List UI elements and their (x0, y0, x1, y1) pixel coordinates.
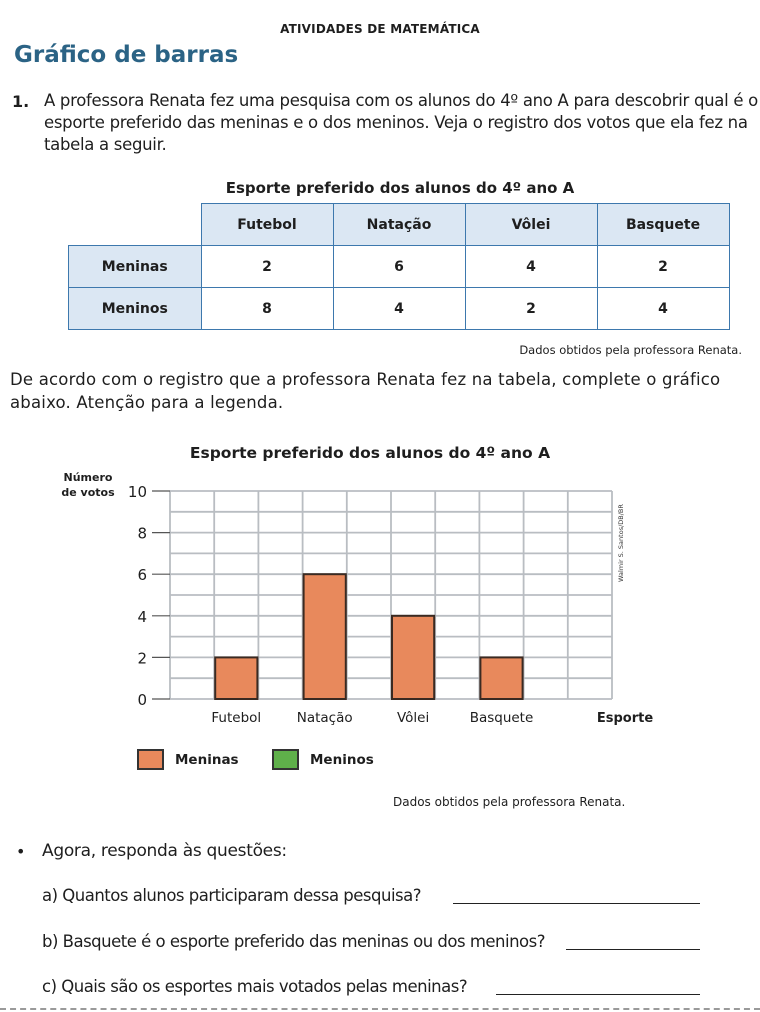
column-header: Futebol (201, 204, 333, 246)
page-bottom-border (0, 1008, 760, 1010)
answer-line-c[interactable] (496, 994, 700, 995)
column-header: Vôlei (465, 204, 597, 246)
bar-meninas (215, 657, 257, 699)
y-tick-label: 2 (137, 649, 147, 668)
question-text: A professora Renata fez uma pesquisa com os alunos do 4º ano A para descobrir qual é o esporte preferido das meninas e o dos meninos. Veja o registro dos votos que ela fez na tabela a seguir. (44, 91, 758, 154)
chart-title: Esporte preferido dos alunos do 4º ano A (189, 444, 551, 462)
question-a: a) Quantos alunos participaram dessa pesquisa? (42, 886, 422, 905)
instruction-text: De acordo com o registro que a professora Renata fez na tabela, complete o gráfico abaixo. Atenção para a legenda. (10, 370, 721, 412)
table-cell: 4 (465, 246, 597, 288)
table-cell: 8 (201, 288, 333, 330)
image-credit: Walmir S. Santos/DB/BR (617, 504, 625, 582)
table-source: Dados obtidos pela professora Renata. (519, 343, 742, 357)
row-header: Meninas (69, 246, 202, 288)
question-b: b) Basquete é o esporte preferido das meninas ou dos meninos? (42, 932, 546, 951)
legend-swatch-meninos (272, 749, 299, 770)
x-category-label: Basquete (469, 710, 534, 726)
column-header: Natação (333, 204, 465, 246)
legend-swatch-meninas (137, 749, 164, 770)
bar-meninas (480, 657, 522, 699)
x-category-label: Natação (296, 710, 353, 726)
y-axis-label-line1: Número (63, 471, 113, 484)
questions-intro: Agora, responda às questões: (42, 841, 287, 861)
x-category-label: Vôlei (396, 710, 430, 726)
page-title: Gráfico de barras (14, 42, 239, 68)
y-tick-label: 8 (137, 524, 147, 543)
answer-line-a[interactable] (453, 903, 700, 904)
bar-meninas (392, 616, 434, 699)
bullet-icon: • (16, 842, 26, 861)
question-number: 1. (12, 92, 30, 111)
legend-label-meninas: Meninas (175, 752, 239, 768)
table-cell: 2 (465, 288, 597, 330)
bar-meninas (304, 574, 346, 699)
y-tick-label: 6 (137, 566, 147, 585)
answer-line-b[interactable] (566, 949, 700, 950)
y-tick-label: 4 (137, 607, 147, 626)
table-cell: 2 (597, 246, 729, 288)
column-header: Basquete (597, 204, 729, 246)
table-cell: 2 (201, 246, 333, 288)
page-header: ATIVIDADES DE MATEMÁTICA (280, 22, 480, 36)
legend-label-meninos: Meninos (310, 752, 374, 768)
table-title: Esporte preferido dos alunos do 4º ano A (225, 179, 575, 197)
table-cell: 6 (333, 246, 465, 288)
question-c: c) Quais são os esportes mais votados pelas meninas? (42, 977, 468, 996)
table-cell: 4 (333, 288, 465, 330)
x-category-label: Futebol (211, 710, 262, 726)
y-tick-label: 0 (137, 691, 147, 709)
row-header: Meninos (69, 288, 202, 330)
y-tick-label: 10 (127, 483, 147, 501)
table-cell: 4 (597, 288, 729, 330)
x-axis-label: Esporte (596, 711, 654, 726)
y-axis-label-line2: de votos (61, 486, 115, 499)
chart-source: Dados obtidos pela professora Renata. (393, 795, 626, 809)
